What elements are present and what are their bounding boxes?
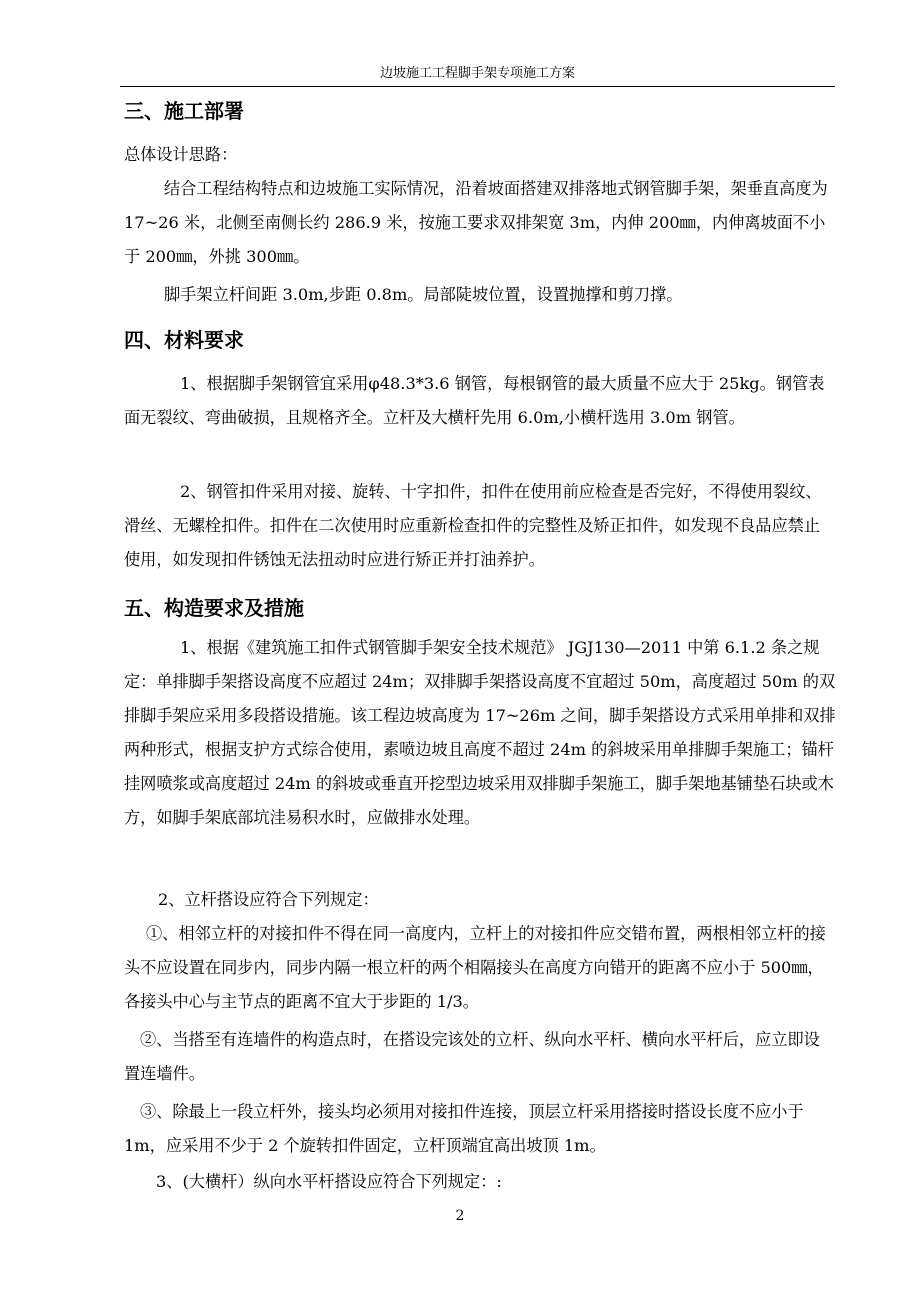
section-5-paragraph-2: 2、立杆搭设应符合下列规定： bbox=[158, 890, 379, 909]
section-5-paragraph-3: 3、(大横杆）纵向水平杆搭设应符合下列规定：: bbox=[156, 1172, 502, 1191]
page-number: 2 bbox=[455, 1208, 465, 1224]
section-4-paragraph-1: 1、根据脚手架钢管宜采用φ48.3*3.6 钢管，每根钢管的最大质量不应大于 25kg。钢管表面无裂纹、弯曲破损，且规格齐全。立杆及大横杆先用 6.0m,小横杆选用 3.0m 钢管。 bbox=[124, 374, 825, 427]
section-3-paragraph-2: 脚手架立杆间距 3.0m,步距 0.8m。局部陡坡位置，设置抛撑和剪刀撑。 bbox=[164, 285, 683, 304]
section-5-paragraph-1: 1、根据《建筑施工扣件式钢管脚手架安全技术规范》 JGJ130—2011 中第 6.1.2 条之规定：单排脚手架搭设高度不应超过 24m；双排脚手架搭设高度不宜超过 50m，高度超过 50m 的双排脚手架应采用多段搭设措施。该工程边坡高度为 17~26m 之间，脚手架搭设方式采用单排和双排两种形式，根据支护方式综合使用，素喷边坡且高度不超过 24m 的斜坡采用单排脚手架施工；锚杆挂网喷浆或高度超过 24m 的斜坡或垂直开挖型边坡采用双排脚手架施工，脚手架地基铺垫石块或木方，如脚手架底部坑洼易积水时，应做排水处理。 bbox=[124, 638, 836, 827]
section-3-heading: 三、施工部署 bbox=[124, 99, 244, 123]
section-5-item-2: ②、当搭至有连墙件的构造点时，在搭设完该处的立杆、纵向水平杆、横向水平杆后，应立即设置连墙件。 bbox=[124, 1030, 820, 1083]
section-3-paragraph-1: 结合工程结构特点和边坡施工实际情况，沿着坡面搭建双排落地式钢管脚手架，架垂直高度为 17~26 米，北侧至南侧长约 286.9 米，按施工要求双排架宽 3m，内伸 200㎜，内伸离坡面不小于 200㎜，外挑 300㎜。 bbox=[124, 179, 828, 266]
page-header-title: 边坡施工工程脚手架专项施工方案 bbox=[379, 66, 575, 81]
section-3-subheading: 总体设计思路： bbox=[124, 145, 238, 164]
section-4-paragraph-2: 2、钢管扣件采用对接、旋转、十字扣件，扣件在使用前应检查是否完好，不得使用裂纹、滑丝、无螺栓扣件。扣件在二次使用时应重新检查扣件的完整性及矫正扣件，如发现不良品应禁止使用，如发现扣件锈蚀无法扭动时应进行矫正并打油养护。 bbox=[124, 482, 822, 569]
header-rule bbox=[120, 86, 835, 87]
section-4-heading: 四、材料要求 bbox=[124, 328, 244, 352]
section-5-item-1: ①、相邻立杆的对接扣件不得在同一高度内，立杆上的对接扣件应交错布置，两根相邻立杆的接头不应设置在同步内，同步内隔一根立杆的两个相隔接头在高度方向错开的距离不应小于 500㎜，各接头中心与主节点的距离不宜大于步距的 1/3。 bbox=[124, 924, 826, 1011]
section-5-heading: 五、构造要求及措施 bbox=[124, 596, 304, 620]
section-5-item-3: ③、除最上一段立杆外，接头均必须用对接扣件连接，顶层立杆采用搭接时搭设长度不应小于 1m，应采用不少于 2 个旋转扣件固定，立杆顶端宜高出坡顶 1m。 bbox=[124, 1102, 804, 1155]
